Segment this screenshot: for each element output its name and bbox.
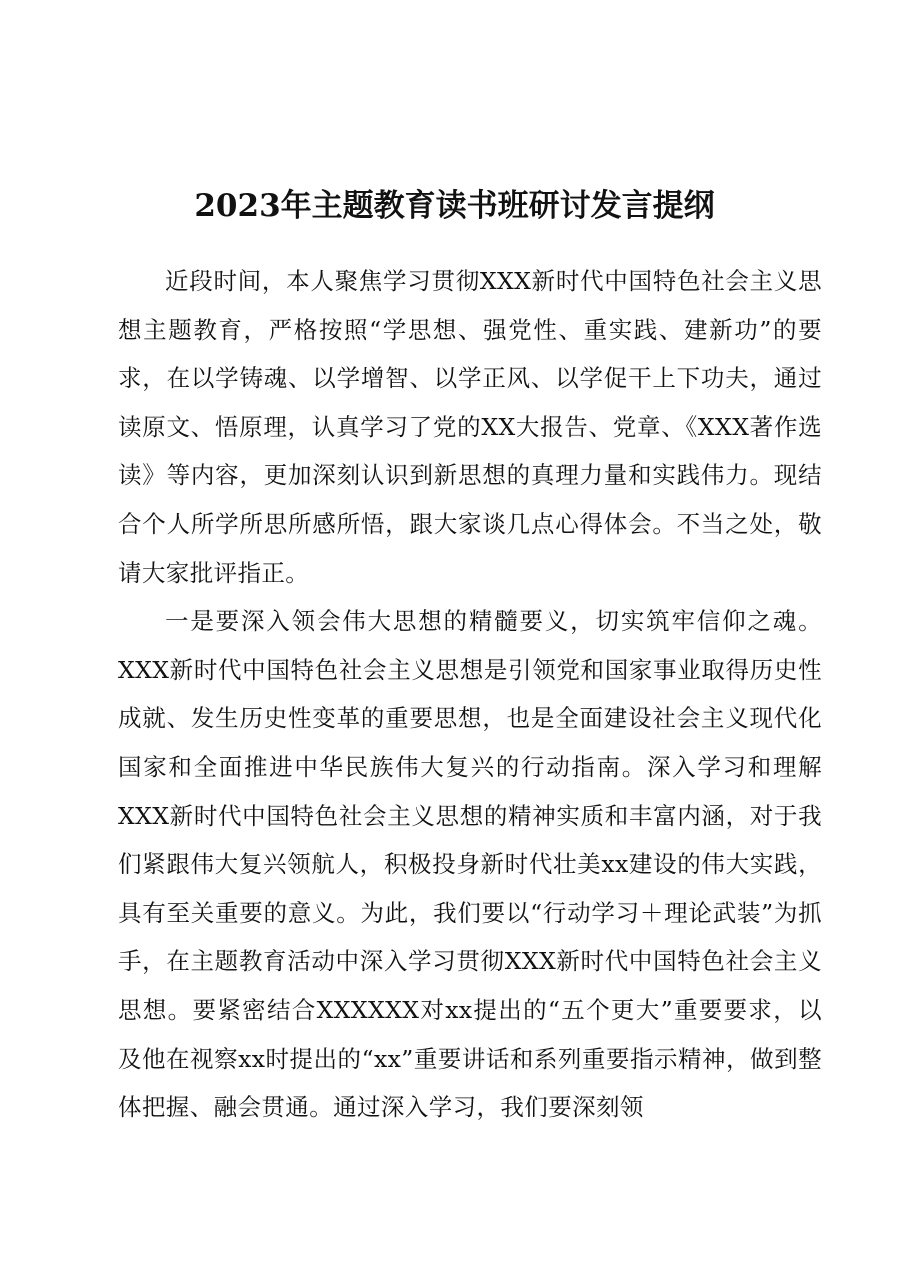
- paragraph-point-one: 一是要深入领会伟大思想的精髓要义，切实筑牢信仰之魂。XXX新时代中国特色社会主义思想是引领党和国家事业取得历史性成就、发生历史性变革的重要思想，也是全面建设社会主义现代化国家和全面推进中华民族伟大复兴的行动指南。深入学习和理解XXX新时代中国特色社会主义思想的精神实质和丰富内涵，对于我们紧跟伟大复兴领航人，积极投身新时代壮美xx建设的伟大实践，具有至关重要的意义。为此，我们要以“行动学习＋理论武装”为抓手，在主题教育活动中深入学习贯彻XXX新时代中国特色社会主义思想。要紧密结合XXXXXX对xx提出的“五个更大”重要要求，以及他在视察xx时提出的“xx”重要讲话和系列重要指示精神，做到整体把握、融会贯通。通过深入学习，我们要深刻领: [118, 607, 822, 1122]
- paragraph-intro: 近段时间，本人聚焦学习贯彻XXX新时代中国特色社会主义思想主题教育，严格按照“学思想、强党性、重实践、建新功”的要求，在以学铸魂、以学增智、以学正风、以学促干上下功夫，通过读原文、悟原理，认真学习了党的XX大报告、党章、《XXX著作选读》等内容，更加深刻认识到新思想的真理力量和实践伟力。现结合个人所学所思所感所悟，跟大家谈几点心得体会。不当之处，敬请大家批评指正。: [118, 267, 822, 587]
- document-title: 2023年主题教育读书班研讨发言提纲: [194, 188, 715, 224]
- document-body: [118, 257, 822, 1132]
